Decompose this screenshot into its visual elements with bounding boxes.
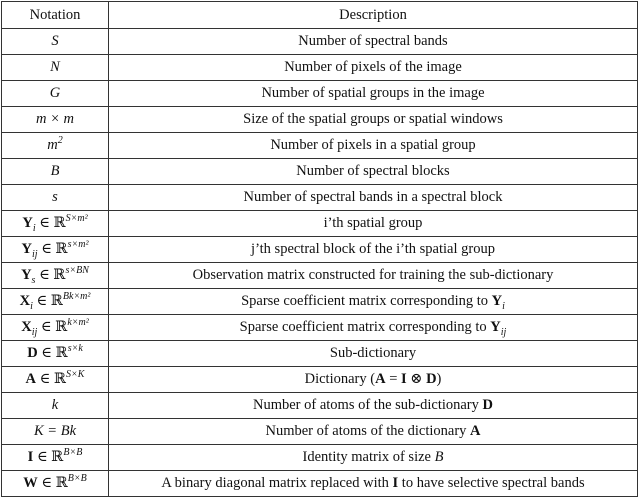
table-row [2,445,638,471]
description-math-symbol: A [470,423,481,439]
description-cell [109,445,638,471]
description-text: Number of pixels of the image [284,59,462,75]
notation-cell [2,315,109,341]
notation-superscript: 2 [57,135,63,147]
description-cell [109,81,638,107]
description-math-symbol: D [426,371,437,387]
notation-cell [2,367,109,393]
description-math-symbol: Y [491,293,503,309]
notation-cell [2,419,109,445]
notation-subscript: s [31,274,36,286]
table-row [2,315,638,341]
description-cell [109,55,638,81]
notation-cell [2,185,109,211]
table-row [2,419,638,445]
notation-subscript: i [30,300,33,312]
notation-symbol: s [52,189,58,205]
description-text: Observation matrix constructed for training the sub-dictionary [192,267,554,283]
notation-cell [2,133,109,159]
notation-set: ∈ ℝ [35,215,66,231]
notation-set: ∈ ℝ [36,371,67,387]
notation-cell [2,445,109,471]
notation-symbol: Y [21,267,32,283]
header-description: Description [109,2,638,29]
notation-cell [2,107,109,133]
notation-symbol: m [47,137,58,153]
description-cell [109,367,638,393]
notation-superscript: s×m² [67,239,89,251]
notation-symbol: A [25,371,36,387]
table-row [2,133,638,159]
description-text: Sub-dictionary [329,345,417,361]
notation-superscript: B×B [63,447,83,459]
notation-symbol: N [50,59,60,75]
header-notation: Notation [2,2,109,29]
notation-subscript: i [32,222,36,234]
table-row [2,237,638,263]
notation-superscript: s×BN [65,265,89,277]
description-cell [109,289,638,315]
description-text: j’th spectral block of the i’th spatial group [251,241,495,257]
notation-cell [2,211,109,237]
description-text: Number of spectral bands in a spectral block [243,189,503,205]
notation-symbol: Y [21,241,32,257]
table-row [2,289,638,315]
notation-cell [2,81,109,107]
notation-cell [2,289,109,315]
description-text: Size of the spatial groups or spatial windows [243,111,503,127]
table-row [2,471,638,497]
description-text: Dictionary ( [304,371,376,387]
description-math-symbol: I [392,475,399,491]
description-text: ) [436,371,442,387]
table-row [2,393,638,419]
description-cell [109,211,638,237]
notation-cell [2,393,109,419]
notation-superscript: Bk×m² [62,291,91,303]
description-math-symbol: A [375,371,386,387]
notation-symbol: S [51,33,59,49]
notation-symbol: B [50,163,60,179]
table-row [2,107,638,133]
table-row [2,29,638,55]
table-row [2,263,638,289]
notation-subscript: ij [31,326,38,338]
notation-symbol: G [49,85,61,101]
notation-symbol: X [21,319,32,335]
table-body [2,29,638,497]
notation-symbol: D [27,345,38,361]
description-text: Number of spectral blocks [296,163,450,179]
description-cell [109,107,638,133]
notation-symbol: m × m [36,111,74,127]
description-cell [109,341,638,367]
notation-subscript: ij [32,248,38,260]
notation-set: ∈ ℝ [37,345,68,361]
notation-symbol: X [19,293,31,309]
description-math-symbol: I [401,371,407,387]
description-cell [109,263,638,289]
notation-symbol: k [51,397,59,413]
notation-set: ∈ ℝ [32,293,63,309]
notation-superscript: B×B [67,473,87,485]
description-text: Identity matrix of size [302,449,435,465]
description-cell [109,185,638,211]
notation-symbol: Y [22,215,33,231]
description-text: A binary diagonal matrix replaced with [161,475,393,491]
description-math-symbol: D [482,397,493,413]
description-text: Number of atoms of the sub-dictionary [252,397,483,413]
description-cell [109,237,638,263]
notation-table [1,1,638,497]
notation-superscript: s×k [67,343,83,355]
description-math-variable: B [434,449,444,465]
table-row [2,81,638,107]
notation-set: ∈ ℝ [37,475,68,491]
description-cell [109,393,638,419]
description-text: i’th spatial group [323,215,423,231]
table-row [2,367,638,393]
description-cell [109,29,638,55]
notation-symbol: K = Bk [34,423,76,439]
description-text: Number of spatial groups in the image [261,85,485,101]
description-math-symbol: Y [490,319,501,335]
table-row [2,185,638,211]
description-math-subscript: i [502,300,505,312]
notation-symbol: I [27,449,34,465]
description-cell [109,133,638,159]
description-cell [109,315,638,341]
notation-cell [2,29,109,55]
notation-superscript: S×m² [65,213,88,225]
description-text: = [385,371,401,387]
table-row [2,159,638,185]
description-text: Number of atoms of the dictionary [265,423,471,439]
table-row [2,211,638,237]
notation-set: ∈ ℝ [33,449,64,465]
notation-symbol: W [23,475,38,491]
notation-cell [2,159,109,185]
notation-set: ∈ ℝ [37,319,68,335]
description-cell [109,471,638,497]
table-header-row [2,2,638,29]
description-text: Sparse coefficient matrix corresponding to [239,319,491,335]
notation-cell [2,471,109,497]
notation-superscript: S×K [66,369,85,381]
notation-set: ∈ ℝ [35,267,66,283]
notation-cell [2,55,109,81]
description-text: ⊗ [406,371,427,387]
description-text: Number of pixels in a spatial group [270,137,476,153]
description-text: Sparse coefficient matrix corresponding to [241,293,492,309]
notation-set: ∈ ℝ [37,241,68,257]
description-math-subscript: ij [500,326,507,338]
description-text: Number of spectral bands [298,33,448,49]
table-row [2,55,638,81]
notation-cell [2,237,109,263]
description-cell [109,159,638,185]
table-row [2,341,638,367]
notation-cell [2,341,109,367]
description-text: to have selective spectral bands [398,475,585,491]
notation-cell [2,263,109,289]
description-cell [109,419,638,445]
notation-superscript: k×m² [67,317,89,329]
